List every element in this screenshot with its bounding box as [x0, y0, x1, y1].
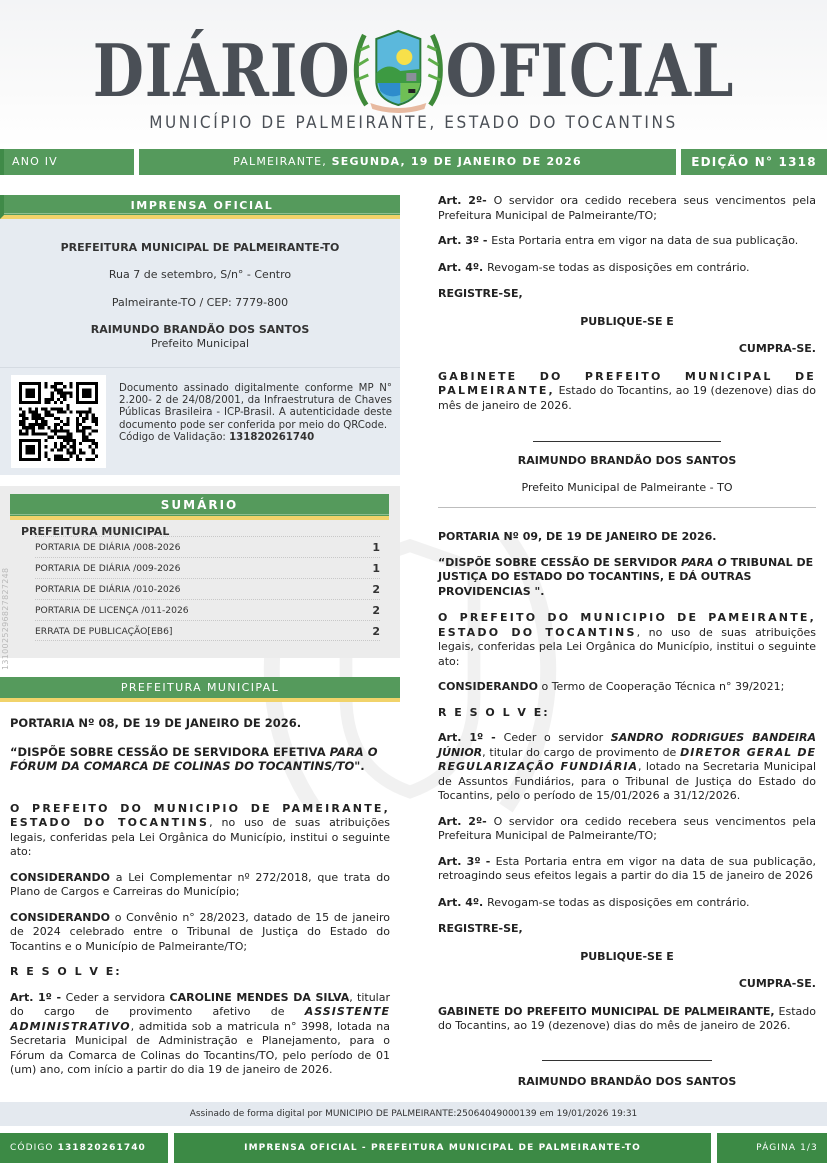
ementa-end: TRIBUNAL DE JUSTIÇA DO ESTADO DO TOCANTINS, E DÁ OUTRAS PROVIDENCIAS ". — [438, 555, 814, 598]
summary-item-page: 1 — [372, 562, 380, 575]
ementa-italic: PARA O FÓRUM DA COMARCA DE COLINAS DO TOCANTINS/TO — [10, 744, 378, 773]
portaria-09-art-1 — [438, 731, 816, 804]
article-text: O servidor ora cedido recebera seus vencimentos pela Prefeitura Municipal de Palmeirante/TO; — [438, 814, 816, 842]
article-text: Esta Portaria entra em vigor na data de sua publicação, retroagindo seus efeitos legais a partir do dia 15 de janeiro de 2026 — [438, 854, 816, 882]
preamble-bold: O PREFEITO DO MUNICIPIO DE PAMEIRANTE, ESTADO DO TOCANTINS — [10, 801, 390, 829]
article-label: Art. 3º - — [438, 854, 496, 868]
portaria-09-title: PORTARIA Nº 09, DE 19 DE JANEIRO DE 2026. — [438, 530, 717, 543]
digital-signature-footer: Assinado de forma digital por MUNICIPIO DE PALMEIRANTE:25064049000139 em 19/01/2026 19:31 — [0, 1102, 827, 1126]
portaria-08-art-4 — [438, 261, 816, 276]
considerando-label: CONSIDERANDO — [10, 910, 110, 924]
summary-item[interactable] — [35, 557, 380, 578]
page-number: PÁGINA 1/3 — [717, 1133, 827, 1163]
portaria-09-art-2 — [438, 815, 816, 844]
registre-se: REGISTRE-SE, — [438, 287, 523, 300]
considerando-text: o Termo de Cooperação Técnica n° 39/2021; — [537, 680, 785, 693]
imprensa-header: IMPRENSA OFICIAL — [0, 195, 400, 219]
portaria-08 — [10, 716, 390, 1078]
publique-se: PUBLIQUE-SE E — [580, 949, 674, 963]
title-right: OFICIAL — [445, 27, 735, 113]
article-label: Art. 4º. — [438, 895, 488, 909]
publique-se: PUBLIQUE-SE E — [580, 314, 674, 328]
summary-item[interactable] — [35, 599, 380, 620]
summary-item[interactable] — [35, 578, 380, 599]
portaria-09-considerando — [438, 680, 816, 695]
portaria-08-considerando-2 — [10, 911, 390, 955]
servant-role: DIRETOR GERAL DE REGULARIZAÇÃO FUNDIÁRIA — [438, 745, 817, 773]
summary-section-title: PREFEITURA MUNICIPAL — [21, 525, 170, 538]
article-label: Art. 3º - — [438, 234, 492, 247]
portaria-08-preamble — [10, 802, 390, 860]
servant-name: CAROLINE MENDES DA SILVA — [169, 990, 350, 1004]
imprensa-oficial-panel — [0, 195, 400, 475]
article-label: Art. 4º. — [438, 260, 488, 274]
masthead-subtitle: MUNICÍPIO DE PALMEIRANTE, ESTADO DO TOCANTINS — [149, 113, 678, 133]
considerando-label: CONSIDERANDO — [10, 870, 110, 884]
signer-name: RAIMUNDO BRANDÃO DOS SANTOS — [517, 454, 737, 467]
preamble-bold: O PREFEITO DO MUNICIPIO DE PAMEIRANTE, ESTADO DO TOCANTINS — [438, 611, 816, 639]
preamble-text: , no uso de suas atribuições legais, conferidas pela Lei Orgânica do Município, institui o seguinte ato: — [10, 816, 390, 858]
footer-publisher: IMPRENSA OFICIAL - PREFEITURA MUNICIPAL DE PALMEIRANTE-TO — [174, 1133, 711, 1163]
ementa-text: “DISPÕE SOBRE CESSÃO DE SERVIDORA EFETIVA — [10, 744, 330, 759]
org-address: Rua 7 de setembro, S/n° - Centro — [108, 268, 292, 281]
masthead — [0, 0, 827, 148]
summary-item-label: PORTARIA DE LICENÇA /011-2026 — [35, 605, 189, 616]
summary-item-label: PORTARIA DE DIÁRIA /008-2026 — [35, 542, 181, 553]
signature-line — [533, 441, 721, 442]
date-value: SEGUNDA, 19 DE JANEIRO DE 2026 — [331, 155, 582, 168]
portaria-08-ementa — [10, 745, 390, 774]
footer-code-value: 131820261740 — [57, 1143, 146, 1153]
title-left: DIÁRIO — [92, 27, 351, 113]
article-text: Revogam-se todas as disposições em contrário. — [487, 260, 750, 274]
portaria-08-art-2 — [438, 194, 816, 223]
preamble-text: , no uso de suas atribuições legais, conferidas pela Lei Orgânica do Município, institui o seguinte ato: — [438, 625, 816, 668]
article-text: , titular do cargo de provimento afetivo de — [10, 990, 390, 1018]
servant-role: ASSISTENTE ADMINISTRATIVO — [10, 1005, 390, 1033]
coat-of-arms-icon — [346, 25, 450, 115]
article-text: Ceder a servidora — [65, 990, 170, 1004]
portaria-09-art-4 — [438, 896, 816, 911]
summary-header: SUMÁRIO — [10, 494, 389, 520]
summary-item-page: 2 — [372, 583, 380, 596]
signature-text: Documento assinado digitalmente conforme MP N° 2.200- 2 de 24/08/2001, da Infraestrutura de Chaves Públicas Brasileira - ICP-Brasil. A autenticidade deste documento pode ser conferida por meio do QRCode. — [119, 383, 392, 431]
portaria-09-gabinete — [438, 1005, 816, 1034]
cumpra-se: CUMPRA-SE. — [738, 977, 816, 990]
considerando-text: o Convênio n° 28/2023, datado de 15 de janeiro de 2024 celebrado entre o Tribunal de Justiça do Estado do Tocantins e o Município de Palmeirante/TO; — [10, 910, 390, 953]
considerando-text: a Lei Complementar nº 272/2018, que trata do Plano de Cargos e Carreiras do Município; — [10, 870, 390, 898]
considerando-label: CONSIDERANDO — [438, 680, 538, 693]
org-name: PREFEITURA MUNICIPAL DE PALMEIRANTE-TO — [60, 241, 340, 254]
portaria-09-resolve: R E S O L V E: — [438, 705, 550, 719]
year-label: ANO IV — [0, 149, 134, 175]
summary-item[interactable] — [35, 620, 380, 641]
date-label — [139, 149, 676, 175]
summary-item-page: 2 — [372, 624, 380, 638]
mayor-name: RAIMUNDO BRANDÃO DOS SANTOS — [90, 323, 310, 336]
ementa-end: ". — [354, 759, 365, 773]
summary-panel — [0, 486, 400, 658]
article-label: Art. 2º- — [438, 814, 494, 828]
section-divider — [438, 507, 816, 508]
gabinete-text: Estado do Tocantins, ao 19 (dezenove) dias do mês de janeiro de 2026. — [438, 384, 816, 412]
article-text: , titular do cargo de provimento de — [482, 745, 681, 759]
portaria-08-art-3 — [438, 234, 816, 249]
article-label: Art. 1º - — [438, 731, 504, 744]
side-document-code: 1310025296827827248 — [1, 567, 10, 670]
gabinete-text: Estado do Tocantins, ao 19 (dezenove) dias do mês de janeiro de 2026. — [438, 1004, 816, 1032]
digital-signature-note — [119, 383, 392, 444]
edition-bar — [0, 149, 827, 175]
article-label: Art. 1º - — [10, 990, 66, 1004]
city-label: PALMEIRANTE, — [233, 155, 332, 168]
org-cep: Palmeirante-TO / CEP: 7779-800 — [111, 296, 289, 309]
page-footer — [0, 1133, 827, 1163]
newspaper-title — [74, 28, 752, 112]
footer-code — [0, 1133, 168, 1163]
gabinete-bold: GABINETE DO PREFEITO MUNICIPAL DE PALMEIRANTE, — [438, 1004, 775, 1018]
article-text: O servidor ora cedido recebera seus vencimentos pela Prefeitura Municipal de Palmeirante/TO; — [438, 194, 816, 222]
portaria-09-preamble — [438, 611, 816, 669]
portaria-08-resolve: R E S O L V E: — [10, 965, 122, 978]
article-text: Revogam-se todas as disposições em contrário. — [487, 895, 750, 909]
article-label: Art. 2º- — [438, 194, 494, 207]
summary-item-label: ERRATA DE PUBLICAÇÃO[EB6] — [35, 625, 173, 637]
summary-item-page: 1 — [372, 541, 380, 554]
signer-name: RAIMUNDO BRANDÃO DOS SANTOS — [517, 1074, 737, 1088]
summary-item-label: PORTARIA DE DIÁRIA /009-2026 — [35, 563, 181, 574]
summary-item[interactable] — [35, 536, 380, 557]
portaria-08-considerando-1 — [10, 871, 390, 900]
summary-list — [35, 536, 380, 641]
signature-line — [542, 1060, 712, 1061]
mayor-role: Prefeito Municipal — [150, 337, 250, 350]
right-column — [438, 194, 816, 1089]
portaria-08-art-1 — [10, 991, 390, 1078]
cumpra-se: CUMPRA-SE. — [738, 342, 816, 355]
article-text: Esta Portaria entra em vigor na data de sua publicação. — [491, 234, 799, 247]
article-text: , admitida sob a matricula n° 3998, lotada na Secretaria Municipal de Administração e Planejamento, para o Fórum da Comarca de Colinas do Tocantins/TO, pelo período de 01 (um) ano, com início a partir do dia 19 de janeiro de 2026. — [10, 1019, 390, 1076]
signer-role: Prefeito Municipal de Palmeirante - TO — [521, 480, 733, 494]
summary-item-page: 2 — [372, 604, 380, 617]
portaria-09-art-3 — [438, 855, 816, 884]
footer-code-label: CÓDIGO — [10, 1143, 58, 1153]
gabinete-bold: GABINETE DO PREFEITO MUNICIPAL DE PALMEIRANTE, — [438, 369, 816, 397]
edition-number: EDIÇÃO N° 1318 — [681, 149, 827, 175]
ementa-text: “DISPÕE SOBRE CESSÃO DE SERVIDOR — [438, 555, 682, 569]
section-header-prefeitura: PREFEITURA MUNICIPAL — [0, 677, 400, 702]
portaria-08-gabinete — [438, 370, 816, 414]
validation-label: Código de Validação: — [119, 431, 230, 443]
servant-name: SANDRO RODRIGUES BANDEIRA JÚNIOR — [438, 731, 816, 759]
article-text: , lotado na Secretaria Municipal de Assuntos Fundiários, para o Tribunal de Justiça do Estado do Tocantins, pelo o período de 15/01/2026 a 31/12/2026. — [438, 760, 817, 802]
divider — [0, 367, 400, 368]
article-text: Ceder o servidor — [503, 731, 611, 744]
validation-code: 131820261740 — [229, 431, 315, 443]
registre-se: REGISTRE-SE, — [438, 922, 523, 935]
ementa-italic: PARA O — [681, 555, 727, 569]
summary-item-label: PORTARIA DE DIÁRIA /010-2026 — [35, 584, 181, 595]
qr-code-icon[interactable] — [11, 375, 106, 468]
portaria-08-title: PORTARIA Nº 08, DE 19 DE JANEIRO DE 2026. — [10, 716, 302, 730]
portaria-09-ementa — [438, 556, 816, 600]
